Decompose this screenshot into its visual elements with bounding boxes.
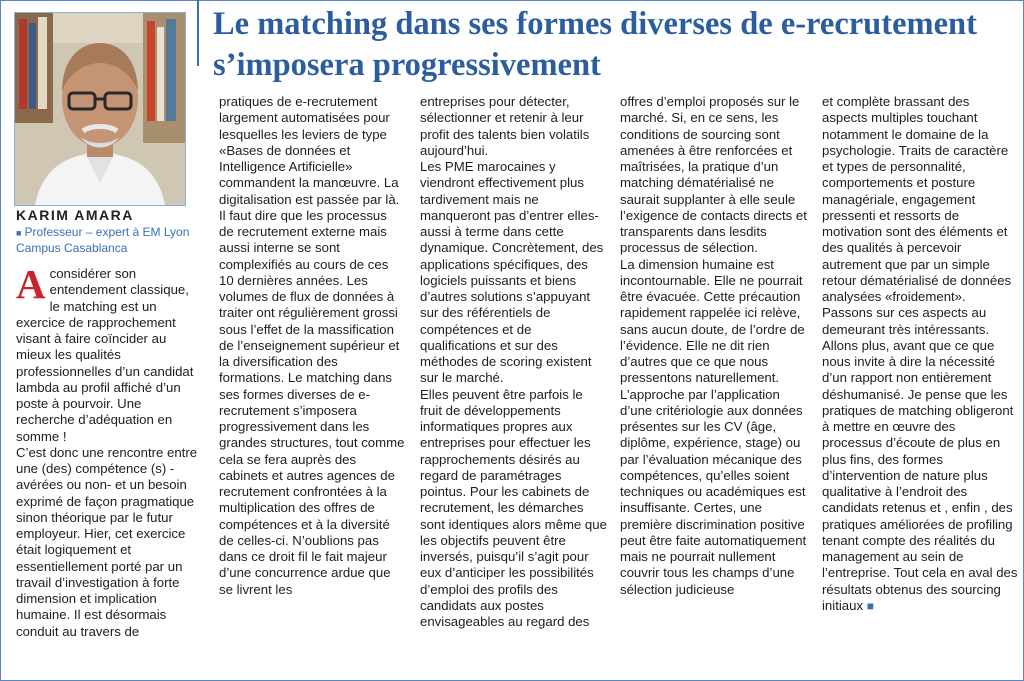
paragraph: entreprises pour détecter, sélectionner et retenir à leur profit des talents bien volatils aujourd’hui. bbox=[420, 94, 590, 158]
paragraph: Les PME marocaines y viendront effectivement plus tardivement mais ne manqueront pas d’entrer elles-aussi à terme dans cette dynamique. Concrètement, des applications spécifiques, des logiciels puissants et biens d’autres solutions s’appuyant sur des référentiels de compétences et de qualifications et sur des méthodes de scoring existent sur le marché. bbox=[420, 159, 604, 386]
author-role-text: Professeur – expert à EM Lyon Campus Casablanca bbox=[16, 225, 190, 255]
column-3 bbox=[420, 94, 608, 630]
column-5 bbox=[822, 94, 1018, 614]
paragraph: L’approche par l’application d’une critériologie aux données présentes sur les CV (âge, diplôme, expérience, stage) ou par l’évaluation mécanique des compétences, qu’elles soient techniques ou académiques est insuffisante. Certes, une première discrimination positive peut être faite automatiquement mais ne pourrait nullement couvrir tous les champs d’une sélection judicieuse bbox=[620, 386, 807, 597]
article-title: Le matching dans ses formes diverses de e-recrutement s’imposera progressivement bbox=[213, 6, 977, 83]
paragraph: C’est donc une rencontre entre une (des) compétence (s) - avérées ou non- et un besoin exprimé de façon pragmatique sinon théorique par le futur employeur. Hier, cet exercice était logiquement et essentiellement porté par un travail d’investigation à forte dimension et implication humaine. Il est désormais conduit au travers de bbox=[16, 444, 198, 639]
paragraph: pratiques de e-recrutement largement automatisées pour lesquelles les leviers de type «Bases de données et Intelligence Artificielle» commandent la manœuvre. La digitalisation est passée par là. Il faut dire que les processus de recrutement externe mais aussi interne se sont complexifiés au cours de ces 10 dernières années. Les volumes de flux de données à traiter ont régulièrement grossi sous l’effet de la massification de l’enseignement supérieur et la diversification des formations. Le matching dans ses formes diverses de e-recrutement s’imposera progressivement dans les grandes structures, tout comme cela se fera auprès des cabinets et autres agences de recrutement confrontées à la multiplication des offres de compétences et à la diversité de celles-ci. N’oublions pas dans ce droit fil le fait majeur d’une concurrence ardue que se livrent les bbox=[219, 94, 405, 597]
title-divider bbox=[197, 0, 199, 66]
end-mark-icon: ■ bbox=[866, 598, 874, 613]
drop-cap: A bbox=[16, 261, 46, 307]
paragraph bbox=[16, 261, 202, 445]
paragraph: offres d’emploi proposés sur le marché. Si, en ce sens, les conditions de sourcing sont amenées à être renforcées et maîtrisées, la pratique d’un matching dématérialisé ne saurait supplanter à elle seule l’exigence de contacts directs et transparents dans lesdits processus de sélection. bbox=[620, 94, 807, 256]
author-portrait-icon bbox=[15, 13, 185, 205]
author-role bbox=[16, 225, 201, 255]
column-4 bbox=[620, 94, 810, 598]
column-1 bbox=[16, 261, 202, 640]
author-name: KARIM AMARA bbox=[16, 207, 134, 223]
column-2 bbox=[219, 94, 405, 598]
paragraph-text: et complète brassant des aspects multiples touchant notamment le domaine de la psychologie. Traits de caractère et types de personnalité, comportements et posture managériale, engagement pressenti et ressorts de motivation sont des éléments et des qualités à percevoir autrement que par un simple retour dématérialisé de données analysées «froidement». Passons sur ces aspects au demeurant très intéressants. Allons plus, avant que ce que nous invite à dire la nécessité d’un rapport non entièrement déshumanisé. Je pense que les pratiques de matching obligeront à mettre en œuvre des processus d’écoute de plus en plus fins, des formes d’intervention de nature plus qualitative à l’endroit des candidats retenus et , enfin , des pratiques améliorées de profiling tenant compte des réalités du management au sein de l’entreprise. Tout cela en aval des résultats obtenus des sourcing initiaux bbox=[822, 94, 1018, 613]
paragraph: La dimension humaine est incontournable. Elle ne pourrait être évacuée. Cette précaution rapidement rappelée ici relève, sans aucun doute, de l’ordre de l’évidence. Elle ne dit rien d’autres que ce que nous pressentons naturellement. bbox=[620, 256, 805, 386]
bullet-square-icon: ■ bbox=[16, 228, 22, 238]
paragraph: Elles peuvent être parfois le fruit de développements informatiques propres aux entreprises pour effectuer les rapprochements désirés au regard de paramétrages pointus. Pour les cabinets de recrutement, les démarches sont identiques alors même que les objectifs peuvent être inversés, puisqu’il s’agit pour eux d’anticiper les possibilités d’emploi des profils des candidats aux postes envisageables au regard des bbox=[420, 386, 607, 629]
author-photo bbox=[14, 12, 186, 206]
paragraph bbox=[822, 94, 1018, 614]
paragraph-text: considérer son entendement classique, le matching est un exercice de rapprochement visant à faire coïncider au mieux les qualités professionnelles d’un candidat lambda au profil affiché d’un poste à pourvoir. Une recherche d’adéquation en somme ! bbox=[16, 266, 194, 444]
